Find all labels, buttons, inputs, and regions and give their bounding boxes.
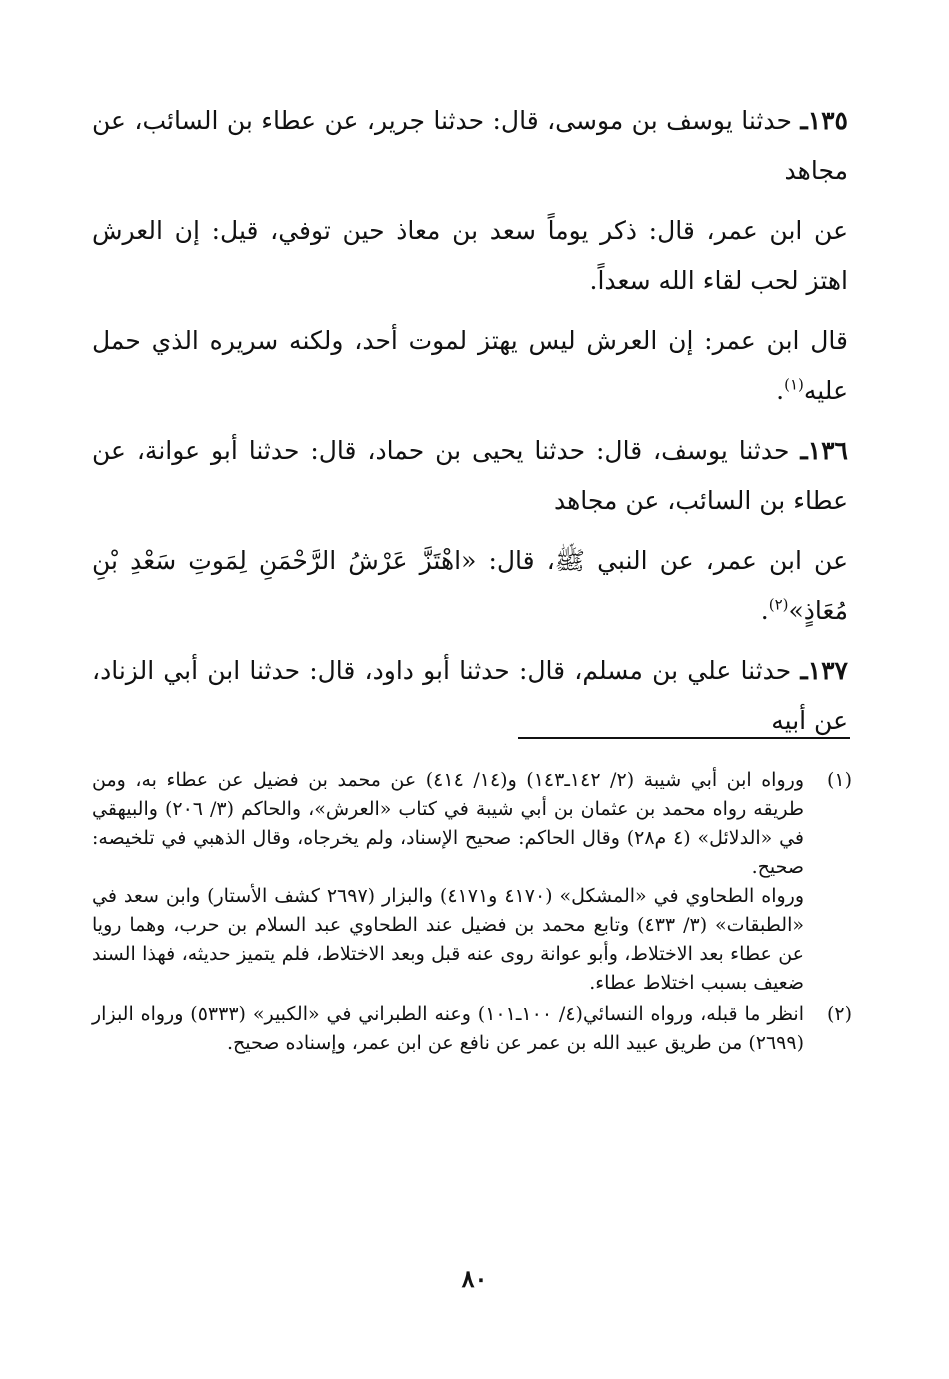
footnote-body — [92, 1000, 804, 1058]
comment-text: قال ابن عمر: إن العرش ليس يهتز لموت أحد، ولكنه سريره الذي حمل عليه — [92, 326, 848, 405]
footnote-paragraph: انظر ما قبله، ورواه النسائي(٤/ ١٠٠ـ١٠١) وعنه الطبراني في «الكبير» (٥٣٣٣) ورواه البزار (٢٦٩٩) من طريق عبيد الله بن عمر عن نافع عن ابن عمر، وإسناده صحيح. — [92, 1003, 804, 1054]
period: . — [776, 376, 785, 405]
hadith-number: ١٣٥ — [807, 106, 848, 135]
footnote-marker: (١) — [826, 769, 852, 791]
isnad-text: حدثنا يوسف، قال: حدثنا يحيى بن حماد، قال: حدثنا أبو عوانة، عن عطاء بن السائب، عن مجاهد — [92, 436, 848, 515]
page-number: ٨٠ — [461, 1264, 488, 1293]
footnote-paragraph: ورواه الطحاوي في «المشكل» (٤١٧٠ و٤١٧١) والبزار (٢٦٩٧ كشف الأستار) وابن سعد في «الطبقات» (٣/ ٤٣٣) وتابع محمد بن فضيل عند الطحاوي عبد السلام بن حرب، وهما رويا عن عطاء بعد الاختلاط، وأبو عوانة روى عنه قبل وبعد الاختلاط، فلم يتميز حديثه، فهذا السند ضعيف بسبب اختلاط عطاء. — [92, 885, 805, 994]
isnad-text: حدثنا علي بن مسلم، قال: حدثنا أبو داود، قال: حدثنا ابن أبي الزناد، عن أبيه — [92, 656, 848, 735]
footnotes — [92, 766, 852, 1060]
footnote-ref-1: (١) — [784, 375, 804, 394]
hadith-number: ١٣٧ — [807, 656, 848, 685]
footnote-separator — [518, 737, 850, 739]
footnote-1 — [92, 766, 852, 998]
footnote-ref-2: (٢) — [768, 595, 789, 614]
footnote-paragraph: ورواه ابن أبي شيبة (٢/ ١٤٢ـ١٤٣) و(١٤/ ٤١٤) عن محمد بن فضيل عن عطاء به، ومن طريقه رواه محمد بن عثمان بن أبي شيبة في كتاب «العرش»، والحاكم (٣/ ٢٠٦) والبيهقي في «الدلائل» (٤ م٢٨) وقال الحاكم: صحيح الإسناد، ولم يخرجاه، وقال الذهبي في تلخيصه: صحيح. — [92, 769, 804, 878]
hadith-136-isnad — [92, 426, 848, 526]
matn-text: عن ابن عمر، عن النبي ﷺ، قال: «اهْتَزَّ عَرْشُ الرَّحْمَنِ لِمَوتِ سَعْدِ بْنِ مُعَاذٍ» — [92, 546, 848, 625]
hadith-dash: ـ — [800, 106, 808, 135]
main-text — [92, 96, 848, 756]
hadith-136-text — [92, 536, 848, 636]
footnote-body — [92, 766, 804, 998]
isnad-text: حدثنا يوسف بن موسى، قال: حدثنا جرير، عن عطاء بن السائب، عن مجاهد — [92, 106, 848, 185]
hadith-dash: ـ — [800, 656, 808, 685]
hadith-135-comment — [92, 316, 848, 416]
period: . — [760, 596, 769, 625]
hadith-dash: ـ — [800, 436, 808, 465]
footnote-marker: (٢) — [826, 1003, 852, 1025]
hadith-number: ١٣٦ — [807, 436, 848, 465]
footnote-2 — [92, 1000, 852, 1058]
hadith-135-text: عن ابن عمر، قال: ذكر يوماً سعد بن معاذ حين توفي، قيل: إن العرش اهتز لحب لقاء الله سعداً. — [92, 216, 848, 295]
hadith-135-isnad — [92, 96, 848, 196]
hadith-137-isnad — [92, 646, 848, 746]
